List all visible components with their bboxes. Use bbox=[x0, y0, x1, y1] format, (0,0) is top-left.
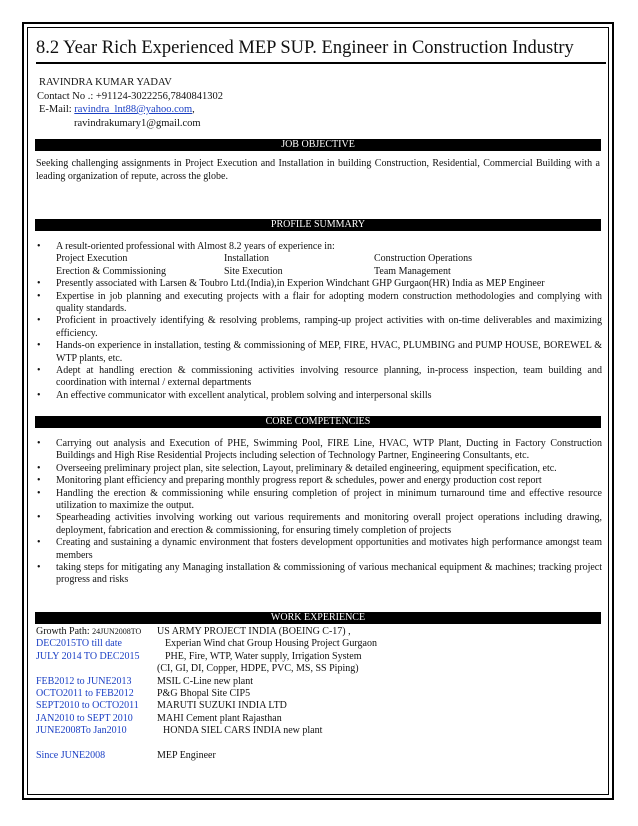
list-item: • Expertise in job planning and executing projects with a flair for adopting modern construction methodologies and complying with quality standards. bbox=[36, 291, 602, 316]
list-item: • Hands-on experience in installation, testing & commissioning of MEP, FIRE, HVAC, PLUMBING and PUMP HOUSE, BOREWEL & WTP plants, etc. bbox=[36, 340, 602, 365]
work-project: US ARMY PROJECT INDIA (BOEING C-17) , bbox=[157, 626, 351, 637]
section-heading-work-experience: WORK EXPERIENCE bbox=[270, 612, 366, 623]
work-row bbox=[36, 688, 596, 700]
area-item: Construction Operations bbox=[374, 253, 473, 265]
email-line bbox=[37, 103, 223, 117]
work-project: Experian Wind chat Group Housing Project Gurgaon bbox=[165, 638, 377, 650]
work-date bbox=[36, 663, 157, 675]
work-project: MAHI Cement plant Rajasthan bbox=[157, 712, 282, 724]
work-project: P&G Bhopal Site CIP5 bbox=[157, 688, 251, 700]
work-project: (CI, GI, DI, Copper, HDPE, PVC, MS, SS Piping) bbox=[157, 663, 359, 675]
work-row bbox=[36, 676, 596, 688]
contact-block bbox=[37, 76, 223, 130]
core-competencies-list bbox=[36, 438, 602, 587]
email-secondary: ravindrakumary1@gmail.com bbox=[74, 117, 201, 129]
list-item: • Creating and sustaining a dynamic environment that fosters development opportunities and motivates high performance amongst team members bbox=[36, 537, 602, 562]
section-heading-job-objective: JOB OBJECTIVE bbox=[281, 139, 355, 150]
current-role: MEP Engineer bbox=[157, 749, 216, 761]
list-item: • Presently associated with Larsen & Toubro Ltd.(India),in Experion Windchant GHP Gurgaon(HR) India as MEP Engineer bbox=[36, 278, 602, 290]
candidate-name: RAVINDRA KUMAR YADAV bbox=[39, 77, 172, 88]
list-item: • Adept at handling erection & commissioning activities involving resource planning, in-process inspection, team building and coordination with internal / external departments bbox=[36, 365, 602, 390]
since-date: Since JUNE2008 bbox=[36, 749, 106, 761]
work-row bbox=[36, 651, 596, 663]
email-comma: , bbox=[192, 104, 195, 115]
list-item: • taking steps for mitigating any Managing installation & commissioning of various mechanical equipment & machines; tracking project progress and risks bbox=[36, 562, 602, 587]
profile-intro: • A result-oriented professional with Almost 8.2 years of experience in: bbox=[56, 241, 335, 252]
work-date: OCTO2011 to FEB2012 bbox=[36, 688, 134, 700]
work-project: MSIL C-Line new plant bbox=[157, 675, 254, 687]
section-bar-job-objective bbox=[35, 139, 601, 151]
area-item: Installation bbox=[224, 253, 269, 265]
list-item: • An effective communicator with excellent analytical, problem solving and interpersonal skills bbox=[36, 390, 602, 402]
area-item: Team Management bbox=[374, 265, 451, 277]
phone-line: Contact No .: +91124-3022256,7840841302 bbox=[37, 90, 224, 102]
work-row bbox=[36, 700, 596, 712]
work-date: JUNE2008To Jan2010 bbox=[36, 725, 127, 737]
email-label: E-Mail: bbox=[39, 104, 75, 115]
list-item: • Overseeing preliminary project plan, site selection, Layout, preliminary & detailed engineering, equipment specification, etc. bbox=[36, 463, 602, 475]
list-item bbox=[36, 241, 602, 278]
work-row bbox=[36, 750, 596, 762]
work-row bbox=[36, 725, 596, 737]
work-date: JULY 2014 TO DEC2015 bbox=[36, 650, 140, 662]
work-project: PHE, Fire, WTP, Water supply, Irrigation System bbox=[165, 650, 362, 662]
work-experience-block bbox=[36, 626, 596, 762]
section-heading-profile-summary: PROFILE SUMMARY bbox=[270, 219, 366, 230]
growth-date: 24JUN2008TO bbox=[92, 627, 142, 636]
work-date: FEB2012 to JUNE2013 bbox=[36, 675, 132, 687]
area-item: Project Execution bbox=[56, 253, 128, 265]
list-item: • Proficient in proactively identifying & resolving problems, ramping-up project activities with on-time deliverables and maximizing efficiency. bbox=[36, 315, 602, 340]
work-row bbox=[36, 713, 596, 725]
work-project: MARUTI SUZUKI INDIA LTD bbox=[157, 700, 287, 712]
work-date: SEPT2010 to OCTO2011 bbox=[36, 700, 139, 712]
work-row bbox=[36, 638, 596, 650]
area-item: Site Execution bbox=[224, 265, 283, 277]
experience-areas bbox=[56, 253, 602, 278]
resume-title: 8.2 Year Rich Experienced MEP SUP. Engineer in Construction Industry bbox=[36, 38, 606, 64]
area-item: Erection & Commissioning bbox=[56, 265, 166, 277]
work-row bbox=[36, 663, 596, 675]
email-link-yahoo[interactable]: ravindra_lnt88@yahoo.com bbox=[74, 104, 193, 115]
list-item: • Monitoring plant efficiency and preparing monthly progress report & schedules, power and energy production cost report bbox=[36, 475, 602, 487]
list-item: • Handling the erection & commissioning while ensuring completion of project in minimum turnaround time and effective resource utilization to maximize the output. bbox=[36, 488, 602, 513]
growth-path-label bbox=[36, 626, 157, 638]
growth-label: Growth Path: bbox=[36, 626, 93, 637]
work-row bbox=[36, 626, 596, 638]
section-bar-work-experience bbox=[35, 612, 601, 624]
list-item: • Carrying out analysis and Execution of PHE, Swimming Pool, FIRE Line, HVAC, WTP Plant, Ducting in Factory Construction Buildings and High Rise Residential Projects including selection of Technology Partner, Engineering Consultants, etc. bbox=[36, 438, 602, 463]
objective-text: Seeking challenging assignments in Project Execution and Installation in building Construction, Residential, Commercial Building with a leading organization of repute, across the globe. bbox=[36, 158, 600, 182]
section-heading-core-competencies: CORE COMPETENCIES bbox=[265, 416, 371, 427]
work-date: JAN2010 to SEPT 2010 bbox=[36, 712, 133, 724]
section-bar-profile-summary bbox=[35, 219, 601, 231]
work-project: HONDA SIEL CARS INDIA new plant bbox=[163, 725, 323, 737]
profile-summary-list bbox=[36, 241, 602, 402]
list-item: • Spearheading activities involving working out various requirements and monitoring overall project operations including drawing, deployment, fabrication and erection & commissioning, for ensuring timely completion of projects bbox=[36, 512, 602, 537]
work-date: DEC2015TO till date bbox=[36, 638, 122, 650]
section-bar-core-competencies bbox=[35, 416, 601, 428]
